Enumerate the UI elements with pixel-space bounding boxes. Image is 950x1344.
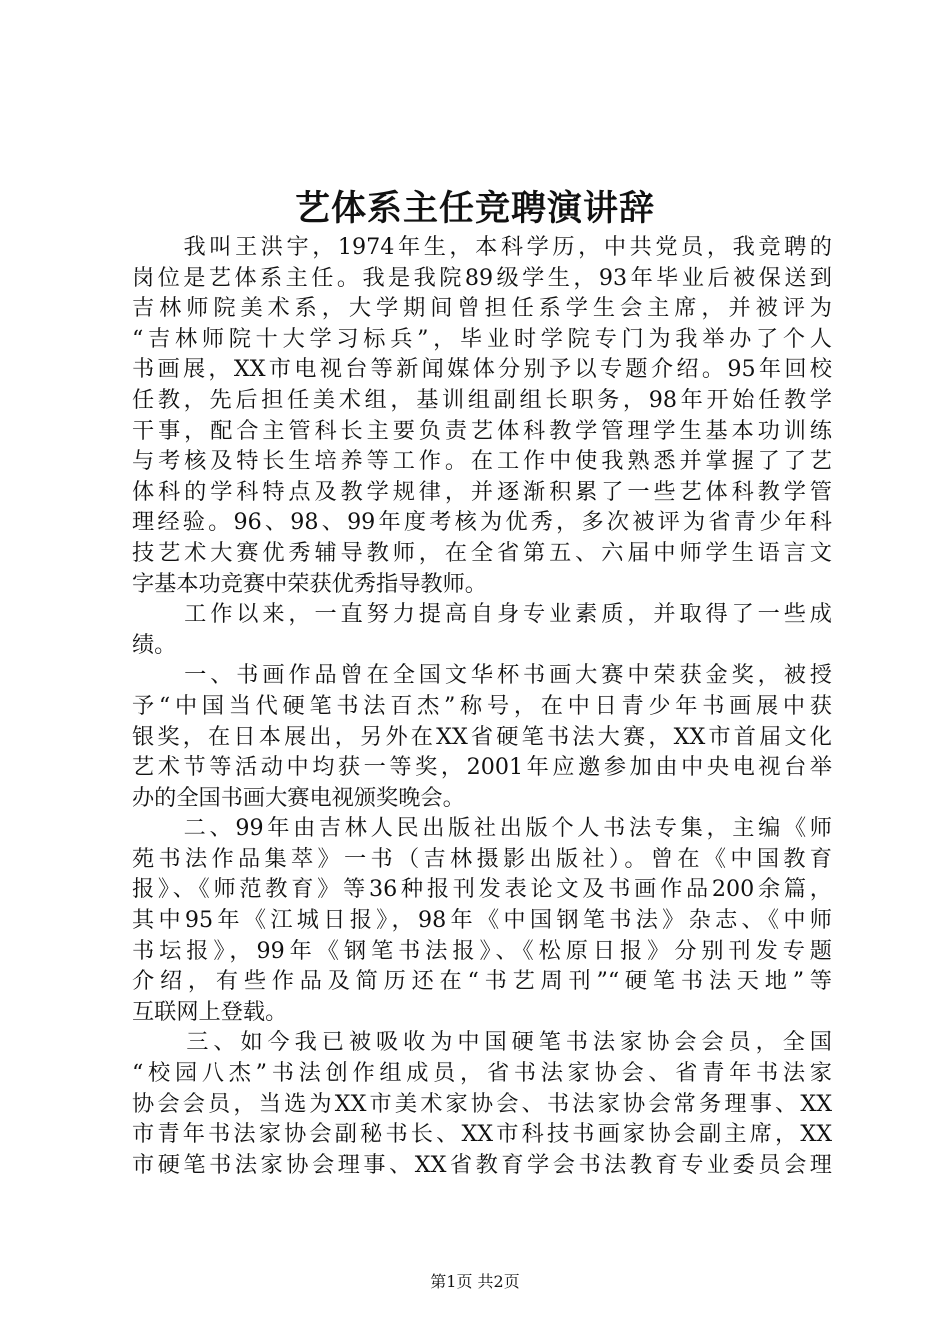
text-line: 技艺术大赛优秀辅导教师，在全省第五、六届中师学生语言文	[132, 539, 832, 566]
text-line: 苑书法作品集萃》一书（吉林摄影出版社）。曾在《中国教育	[132, 845, 832, 872]
text-line: 协会会员，当选为XX市美术家协会、书法家协会常务理事、XX	[132, 1090, 832, 1117]
text-line: 任教，先后担任美术组，基训组副组长职务，98年开始任教学	[132, 386, 832, 413]
text-line: 办的全国书画大赛电视颁奖晚会。	[132, 784, 465, 811]
text-line: 岗位是艺体系主任。我是我院89级学生，93年毕业后被保送到	[132, 264, 832, 291]
text-line: 三、如今我已被吸收为中国硬笔书法家协会会员，全国	[132, 1029, 832, 1056]
text-line: 艺术节等活动中均获一等奖，2001年应邀参加由中央电视台举	[132, 754, 832, 781]
text-line: 银奖，在日本展出，另外在XX省硬笔书法大赛，XX市首届文化	[132, 723, 832, 750]
text-line: 书画展，XX市电视台等新闻媒体分别予以专题介绍。95年回校	[132, 356, 832, 383]
text-line: 工作以来，一直努力提高自身专业素质，并取得了一些成	[132, 601, 832, 628]
document-body	[132, 232, 832, 1180]
text-line: 我叫王洪宇，1974年生，本科学历，中共党员，我竞聘的	[132, 234, 832, 260]
page-title: 艺体系主任竞聘演讲辞	[294, 188, 655, 229]
page-number-footer: 第1页 共2页	[430, 1272, 520, 1291]
text-line: 互联网上登载。	[132, 998, 288, 1025]
text-line: 字基本功竞赛中荣获优秀指导教师。	[132, 570, 487, 597]
text-line: 理经验。96、98、99年度考核为优秀，多次被评为省青少年科	[132, 509, 832, 536]
text-line: 报》、《师范教育》等36种报刊发表论文及书画作品200余篇，	[132, 876, 832, 903]
text-line: 绩。	[132, 631, 177, 658]
text-line: 一、书画作品曾在全国文华杯书画大赛中荣获金奖，被授	[132, 662, 832, 689]
text-line: “校园八杰”书法创作组成员，省书法家协会、省青年书法家	[132, 1060, 832, 1087]
text-line: 吉林师院美术系，大学期间曾担任系学生会主席，并被评为	[132, 295, 832, 322]
text-line: 干事，配合主管科长主要负责艺体科教学管理学生基本功训练	[132, 417, 832, 444]
text-line: “吉林师院十大学习标兵”，毕业时学院专门为我举办了个人	[132, 325, 832, 352]
text-line: 书坛报》，99年《钢笔书法报》、《松原日报》分别刊发专题	[132, 937, 832, 964]
text-line: 与考核及特长生培养等工作。在工作中使我熟悉并掌握了了艺	[132, 448, 832, 475]
text-line: 市青年书法家协会副秘书长、XX市科技书画家协会副主席，XX	[132, 1121, 832, 1148]
text-line: 二、99年由吉林人民出版社出版个人书法专集，主编《师	[132, 815, 832, 842]
text-line: 介绍，有些作品及简历还在“书艺周刊”“硬笔书法天地”等	[132, 968, 832, 995]
text-line: 市硬笔书法家协会理事、XX省教育学会书法教育专业委员会理	[132, 1151, 832, 1178]
text-line: 其中95年《江城日报》，98年《中国钢笔书法》杂志、《中师	[132, 907, 832, 934]
text-line: 予“中国当代硬笔书法百杰”称号，在中日青少年书画展中获	[132, 692, 832, 719]
text-line: 体科的学科特点及教学规律，并逐渐积累了一些艺体科教学管	[132, 478, 832, 505]
